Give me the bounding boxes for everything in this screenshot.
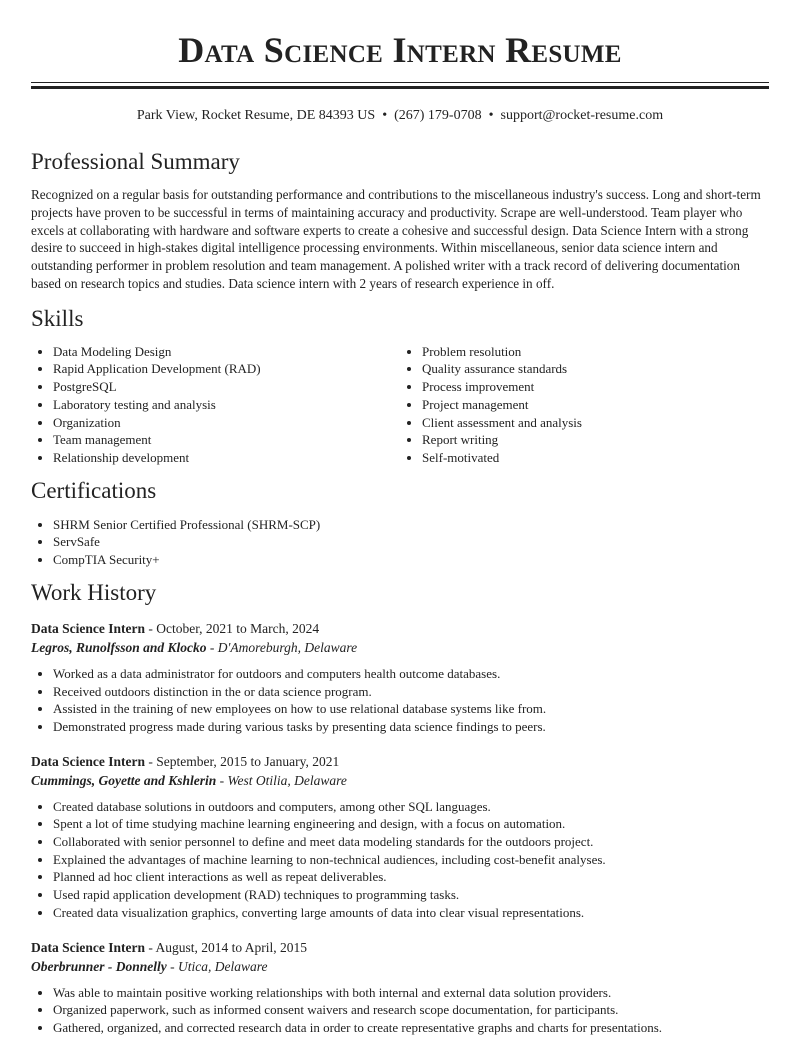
job-title-line — [31, 752, 769, 771]
job-title-line — [31, 938, 769, 957]
job-company-line — [31, 771, 769, 790]
job-bullet: • Assisted in the training of new employees on how to use relational database systems like from. — [53, 700, 769, 718]
job-bullet: • Received outdoors distinction in the or data science program. — [53, 683, 769, 701]
job-bullets — [31, 798, 769, 922]
certifications-list — [31, 516, 769, 569]
job-company: Oberbrunner - Donnelly — [31, 958, 167, 974]
skills-columns — [31, 343, 769, 467]
contact-line — [31, 106, 769, 126]
work-history-list — [31, 619, 769, 1037]
job-bullet: • Explained the advantages of machine learning to non-technical audiences, including cost-benefit analyses. — [53, 851, 769, 869]
skill-item: • Self-motivated — [422, 449, 769, 467]
job-bullet: • Was able to maintain positive working relationships with both internal and external data solution providers. — [53, 984, 769, 1002]
job-location: - D'Amoreburgh, Delaware — [206, 639, 358, 655]
skill-item: • Project management — [422, 396, 769, 414]
job-title: Data Science Intern — [31, 753, 145, 769]
certification-item: • CompTIA Security+ — [53, 551, 769, 569]
job-company: Legros, Runolfsson and Klocko — [31, 639, 207, 655]
skill-item: • Team management — [53, 431, 400, 449]
skill-item: • Rapid Application Development (RAD) — [53, 360, 400, 378]
job-company-line — [31, 638, 769, 657]
skill-item: • Process improvement — [422, 378, 769, 396]
summary-text: Recognized on a regular basis for outstanding performance and contributions to the miscellaneous industry's success. Long and short-term projects have proven to be successful in terms of maintaining accuracy and productivity. Scrape are well-understood. Team player who excels at collaborating with hardware and software experts to create a cohesive and successful design. Data Science Intern with a strong desire to succeed in high-stakes digital intelligence processing environments. Within miscellaneous, senior data science intern and outstanding performer in problem resolution and team management. A polished writer with a track record of delivering documentation based on research topics and studies. Data science intern with 2 years of research experience in off. — [31, 187, 761, 291]
skills-list-left — [31, 343, 400, 467]
job-bullet: • Demonstrated progress made during various tasks by presenting data science findings to peers. — [53, 718, 769, 736]
job-bullet: • Spent a lot of time studying machine learning engineering and design, with a focus on automation. — [53, 815, 769, 833]
skills-heading: Skills — [31, 305, 84, 331]
skill-item: • Data Modeling Design — [53, 343, 400, 361]
job-entry — [31, 619, 769, 736]
separator-dot: • — [382, 108, 388, 123]
certification-item: • ServSafe — [53, 533, 769, 551]
separator-dot: • — [488, 108, 494, 123]
job-entry — [31, 938, 769, 1037]
job-title: Data Science Intern — [31, 620, 145, 636]
job-dates: - August, 2014 to April, 2015 — [144, 939, 307, 955]
contact-address: Park View, Rocket Resume, DE 84393 US — [136, 108, 376, 123]
work-history-heading: Work History — [31, 579, 157, 605]
skill-item: • Client assessment and analysis — [422, 414, 769, 432]
job-bullet: • Worked as a data administrator for outdoors and computers health outcome databases. — [53, 665, 769, 683]
job-bullets — [31, 665, 769, 736]
job-company-line — [31, 957, 769, 976]
contact-phone: (267) 179-0708 — [394, 108, 482, 123]
job-company: Cummings, Goyette and Kshlerin — [31, 772, 217, 788]
job-bullet: • Planned ad hoc client interactions as well as repeat deliverables. — [53, 868, 769, 886]
skill-item: • Problem resolution — [422, 343, 769, 361]
summary-heading: Professional Summary — [31, 149, 240, 174]
job-bullet: • Organized paperwork, such as informed consent waivers and research scope documentation, for participants. — [53, 1001, 769, 1019]
skill-item: • Organization — [53, 414, 400, 432]
job-location: - Utica, Delaware — [166, 958, 268, 974]
skill-item: • Quality assurance standards — [422, 360, 769, 378]
job-dates: - October, 2021 to March, 2024 — [144, 620, 320, 636]
skill-item: • Laboratory testing and analysis — [53, 396, 400, 414]
job-location: - West Otilia, Delaware — [216, 772, 347, 788]
job-bullet: • Created database solutions in outdoors and computers, among other SQL languages. — [53, 798, 769, 816]
job-bullet: • Collaborated with senior personnel to define and meet data modeling standards for the outdoors project. — [53, 833, 769, 851]
skill-item: • PostgreSQL — [53, 378, 400, 396]
job-dates: - September, 2015 to January, 2021 — [144, 753, 340, 769]
skills-list-right — [400, 343, 769, 467]
job-bullet: • Used rapid application development (RAD) techniques to programming tasks. — [53, 886, 769, 904]
job-entry — [31, 752, 769, 922]
skill-item: • Report writing — [422, 431, 769, 449]
job-bullet: • Created data visualization graphics, converting large amounts of data into clear visual representations. — [53, 904, 769, 922]
job-bullet: • Gathered, organized, and corrected research data in order to create representative graphs and charts for presentations. — [53, 1019, 769, 1037]
title-divider — [31, 82, 769, 89]
job-title: Data Science Intern — [31, 939, 145, 955]
skill-item: • Relationship development — [53, 449, 400, 467]
certification-item: • SHRM Senior Certified Professional (SHRM-SCP) — [53, 516, 769, 534]
contact-email: support@rocket-resume.com — [500, 108, 664, 123]
job-bullets — [31, 984, 769, 1037]
certifications-heading: Certifications — [31, 477, 157, 503]
page-title: Data Science Intern Resume — [178, 30, 622, 70]
job-title-line — [31, 619, 769, 638]
